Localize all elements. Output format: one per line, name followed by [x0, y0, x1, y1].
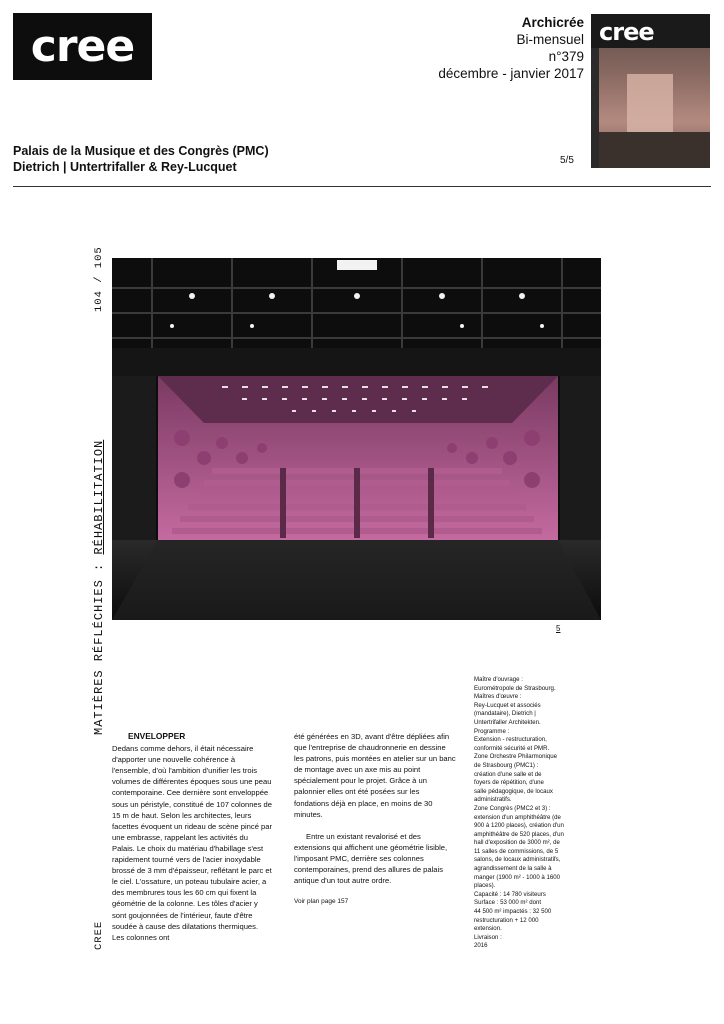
- cover-floor: [599, 132, 710, 168]
- fact-line: Untertrifaller Architekten.: [474, 718, 541, 726]
- article-column-1: [112, 731, 272, 943]
- fact-line: extension.: [474, 925, 502, 933]
- fact-line: salons, de locaux administratifs,: [474, 856, 561, 864]
- article-column-2: [294, 731, 456, 907]
- fact-line: Programme :: [474, 727, 510, 735]
- fact-line: foyers de répétition, d'une: [474, 779, 544, 787]
- column-2-paragraph-1: été générées en 3D, avant d'être dépliées afin que l'entreprise de chaudronnerie en dessine les patrons, puis montées en atelier sur un banc de montage avec un axe mis au point spécialement pour le projet. Grâce à un palonnier elles ont été posées sur les fondations déjà en place, en moins de 30 minutes.: [294, 732, 456, 819]
- fact-line: Extension - restructuration,: [474, 736, 547, 744]
- page-range-label: 104 / 105: [93, 246, 105, 312]
- fact-line: Surface : 53 000 m² dont: [474, 899, 542, 907]
- magazine-logo: [13, 13, 152, 80]
- fact-line: 44 500 m² impactés : 32 500: [474, 908, 552, 916]
- fact-line: Zone Congrès (PMC2 et 3) :: [474, 804, 551, 812]
- fact-line: agrandissement de la salle à: [474, 865, 552, 873]
- fact-line: Eurométropole de Strasbourg.: [474, 684, 556, 692]
- fact-line: salle pédagogique, de locaux: [474, 787, 553, 795]
- brand-label: CREE: [93, 920, 105, 950]
- fact-line: Livraison :: [474, 933, 502, 941]
- magazine-cover-thumbnail: [591, 14, 710, 168]
- fact-line: extension d'un amphithéâtre (de: [474, 813, 561, 821]
- publication-name: Archicrée: [521, 15, 584, 30]
- concert-hall-illustration: [112, 258, 601, 620]
- concert-hall-photo: [112, 258, 601, 620]
- fact-line: Capacité : 14 780 visiteurs: [474, 890, 546, 898]
- column-2-paragraph-2: Entre un existant revalorisé et des extensions qui affichent une géométrie lisible, l'imposant PMC, derrière ses colonnes contemporaines, prend des allures de palais antique d'un tout autre ordre.: [294, 831, 448, 886]
- fact-line: conformité sécurité et PMR.: [474, 744, 550, 752]
- section-label-a: MATIÈRES RÉFLÉCHIES :: [92, 554, 106, 735]
- section-heading: ENVELOPPER: [128, 731, 186, 741]
- project-facts: [474, 676, 606, 951]
- section-label-b: RÉHABILITATION: [92, 439, 106, 555]
- issue-number: n°379: [548, 49, 584, 64]
- fact-line: de Strasbourg (PMC1) :: [474, 761, 539, 769]
- section-label: [92, 440, 106, 735]
- photo-number: 5: [556, 624, 561, 633]
- fact-line: hall d'exposition de 3000 m², de: [474, 839, 560, 847]
- page-indicator: 5/5: [560, 155, 574, 166]
- fact-line: Rey-Lucquet et associés: [474, 701, 541, 709]
- cover-logo: cree: [599, 18, 654, 46]
- fact-line: Maître d'ouvrage :: [474, 676, 523, 683]
- fact-line: amphithéâtre de 520 places, d'un: [474, 830, 564, 838]
- fact-line: création d'une salle et de: [474, 770, 542, 778]
- cover-spine: [591, 48, 599, 168]
- article-title: [13, 143, 269, 175]
- header-divider: [13, 186, 711, 187]
- fact-line: Zone Orchestre Philarmonique: [474, 753, 557, 761]
- publication-info: [438, 14, 584, 82]
- publication-frequency: Bi-mensuel: [516, 32, 584, 47]
- fact-line: Maîtres d'œuvre :: [474, 693, 522, 701]
- logo-text: cree: [30, 20, 135, 72]
- fact-line: 11 salles de commissions, de 5: [474, 847, 559, 855]
- issue-date: décembre - janvier 2017: [438, 66, 584, 81]
- column-1-text: Dedans comme dehors, il était nécessaire d'apporter une nouvelle cohérence à l'ensemble, d'où l'ambition d'unifier les trois volumes de différentes époques sous une peau contemporaine. Cee dernière sont enveloppée sous un péristyle, constitué de 107 colonnes de 15 m de haut. Selon les architectes, leurs facettes évoquent un rideau de scène pincé par une embrasse, rappelant les activités du Palais. Le choix du matériau d'habillage s'est rapidement tourné vers de l'acier inoxydable brossé de 3 mm d'épaisseur, reflétant le parc et le ciel. L'ossature, un poteau tubulaire acier, a des membrures tous les 60 cm qui fixent la géométrie de la colonne. Les tôles d'acier y sont goujonnées de l'intérieur, faute d'être soudée à cause des dilatations thermiques. Les colonnes ont: [112, 744, 273, 942]
- fact-line: administratifs.: [474, 796, 512, 804]
- see-also-note: Voir plan page 157: [294, 898, 349, 906]
- fact-line: places).: [474, 882, 496, 890]
- article-title-line2: Dietrich | Untertrifaller & Rey-Lucquet: [13, 160, 237, 174]
- fact-line: (mandataire), Dietrich |: [474, 710, 536, 718]
- fact-line: 2016: [474, 942, 488, 950]
- article-title-line1: Palais de la Musique et des Congrès (PMC): [13, 144, 269, 158]
- fact-line: manger (1900 m² - 1000 à 1600: [474, 873, 561, 881]
- fact-line: 900 à 1200 places), création d'un: [474, 822, 564, 830]
- fact-line: restructuration + 12 000: [474, 916, 539, 924]
